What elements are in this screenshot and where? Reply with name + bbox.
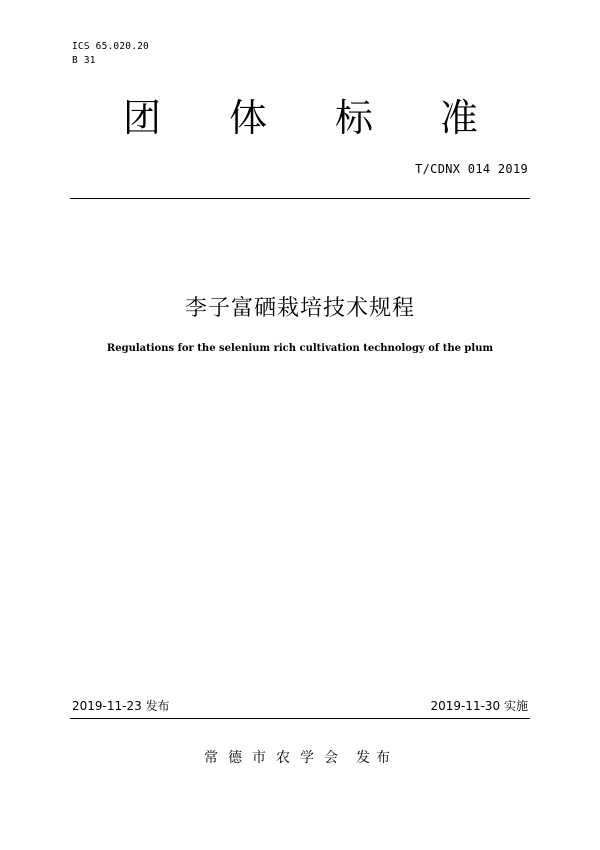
standard-type-heading bbox=[0, 93, 600, 143]
bottom-divider bbox=[70, 718, 530, 719]
ccs-code: B 31 bbox=[72, 55, 96, 66]
heading-char: 标 bbox=[335, 96, 374, 140]
heading-char: 体 bbox=[229, 96, 268, 140]
heading-char: 准 bbox=[440, 96, 479, 140]
implementation-date: 2019-11-30 实施 bbox=[430, 699, 528, 713]
document-title-en: Regulations for the selenium rich cultivation technology of the plum bbox=[106, 343, 494, 354]
issuer-organization: 常德市农学会 bbox=[204, 750, 348, 766]
heading-char: 团 bbox=[123, 96, 162, 140]
issuer-action: 发布 bbox=[356, 750, 396, 766]
document-title-cn: 李子富硒栽培技术规程 bbox=[184, 296, 415, 321]
issuer-line bbox=[0, 747, 600, 767]
classification-codes bbox=[72, 40, 149, 68]
ics-code: ICS 65.020.20 bbox=[72, 41, 149, 52]
standard-number: T/CDNX 014 2019 bbox=[415, 162, 528, 176]
release-date: 2019-11-23 发布 bbox=[72, 699, 170, 713]
top-divider bbox=[70, 198, 530, 199]
